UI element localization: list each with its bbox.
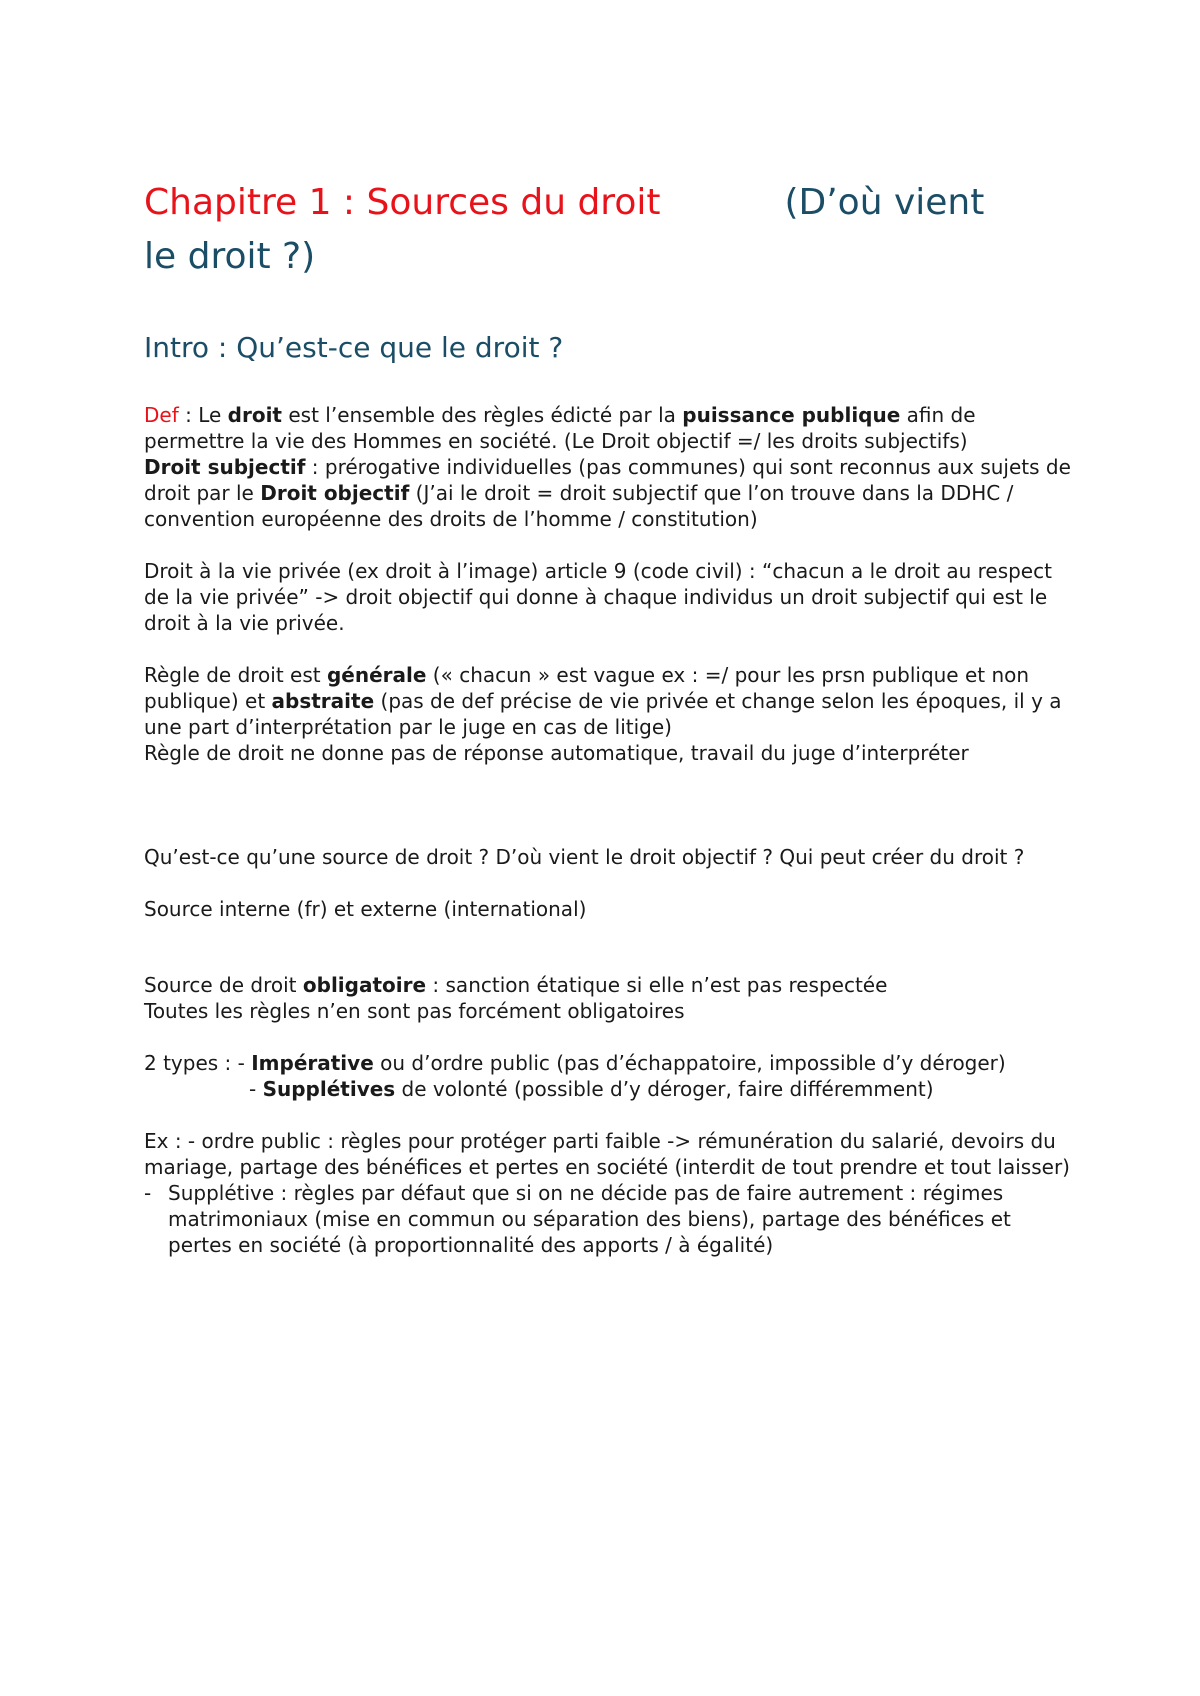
text-run: de volonté (possible d’y déroger, faire différemment) — [395, 1077, 934, 1101]
text-run: (pas de def précise de vie privée et change selon les époques, il y a une part d’interprétation par le juge en cas de litige) — [144, 689, 1062, 739]
chapter-title-main: Chapitre 1 : Sources du droit — [144, 182, 661, 223]
bold-run: puissance publique — [682, 403, 901, 427]
text-run: : prérogative individuelles (pas communes) qui sont reconnus aux sujets de droit par le — [144, 455, 1071, 505]
bold-run: Supplétives — [262, 1077, 396, 1101]
def-label: Def — [144, 403, 179, 427]
regle-de-droit-paragraph — [144, 662, 1074, 740]
source-types-paragraph: Source interne (fr) et externe (international) — [144, 897, 587, 921]
example-paragraph: Ex : - ordre public : règles pour protéger parti faible -> rémunération du salarié, devoirs du mariage, partage des bénéfices et pertes en société (interdit de tout prendre et tout laisser) — [144, 1129, 1070, 1179]
droit-subjectif-paragraph — [144, 454, 1074, 532]
bold-run: Droit subjectif — [144, 455, 306, 479]
text-run: (« chacun » est vague ex : =/ pour les prsn publique et non publique) et — [144, 663, 1030, 713]
text-run: Règle de droit est — [144, 663, 327, 687]
definition-paragraph — [144, 402, 1074, 454]
source-question-paragraph: Qu’est-ce qu’une source de droit ? D’où vient le droit objectif ? Qui peut créer du droit ? — [144, 845, 1025, 869]
bold-run: Impérative — [251, 1051, 374, 1075]
chapter-title-question: (D’où vient le droit ?) — [144, 182, 985, 277]
document-body — [144, 402, 1074, 1258]
text-run: ou d’ordre public (pas d’échappatoire, impossible d’y déroger) — [373, 1051, 1006, 1075]
bold-run: générale — [326, 663, 427, 687]
text-run: Source de droit — [144, 973, 303, 997]
text-run: - — [249, 1077, 263, 1101]
text-run: : sanction étatique si elle n’est pas respectée — [426, 973, 888, 997]
regle-interpretation-paragraph: Règle de droit ne donne pas de réponse automatique, travail du juge d’interpréter — [144, 741, 969, 765]
chapter-title — [144, 176, 1004, 284]
list-item: - Supplétive : règles par défaut que si on ne décide pas de faire autrement : régimes matrimoniaux (mise en commun ou séparation des biens), partage des bénéfices et pertes en société (à proportionnalité des apports / à égalité) — [144, 1180, 1074, 1258]
types-paragraph — [144, 1050, 1074, 1076]
bold-run: obligatoire — [302, 973, 427, 997]
bold-run: abstraite — [271, 689, 375, 713]
obligatoire-paragraph — [144, 972, 1074, 998]
intro-heading: Intro : Qu’est-ce que le droit ? — [144, 331, 564, 364]
types-suppletives-line — [144, 1076, 1074, 1102]
text-run: 2 types : - — [144, 1051, 252, 1075]
example-list — [144, 1180, 1074, 1258]
text-run: (J’ai le droit = droit subjectif que l’on trouve dans la DDHC / convention européenne des droits de l’homme / constitution) — [144, 481, 1014, 531]
document-page — [144, 176, 1074, 1258]
bold-run: Droit objectif — [260, 481, 410, 505]
vie-privee-paragraph: Droit à la vie privée (ex droit à l’image) article 9 (code civil) : “chacun a le droit au respect de la vie privée” -> droit objectif qui donne à chaque individus un droit subjectif qui est le droit à la vie privée. — [144, 559, 1052, 635]
bold-run: droit — [227, 403, 282, 427]
text-run: : Le — [178, 403, 228, 427]
text-run: est l’ensemble des règles édicté par la — [282, 403, 683, 427]
obligatoire-line2: Toutes les règles n’en sont pas forcément obligatoires — [144, 999, 685, 1023]
text-run: afin de permettre la vie des Hommes en société. (Le Droit objectif =/ les droits subjectifs) — [144, 403, 976, 453]
